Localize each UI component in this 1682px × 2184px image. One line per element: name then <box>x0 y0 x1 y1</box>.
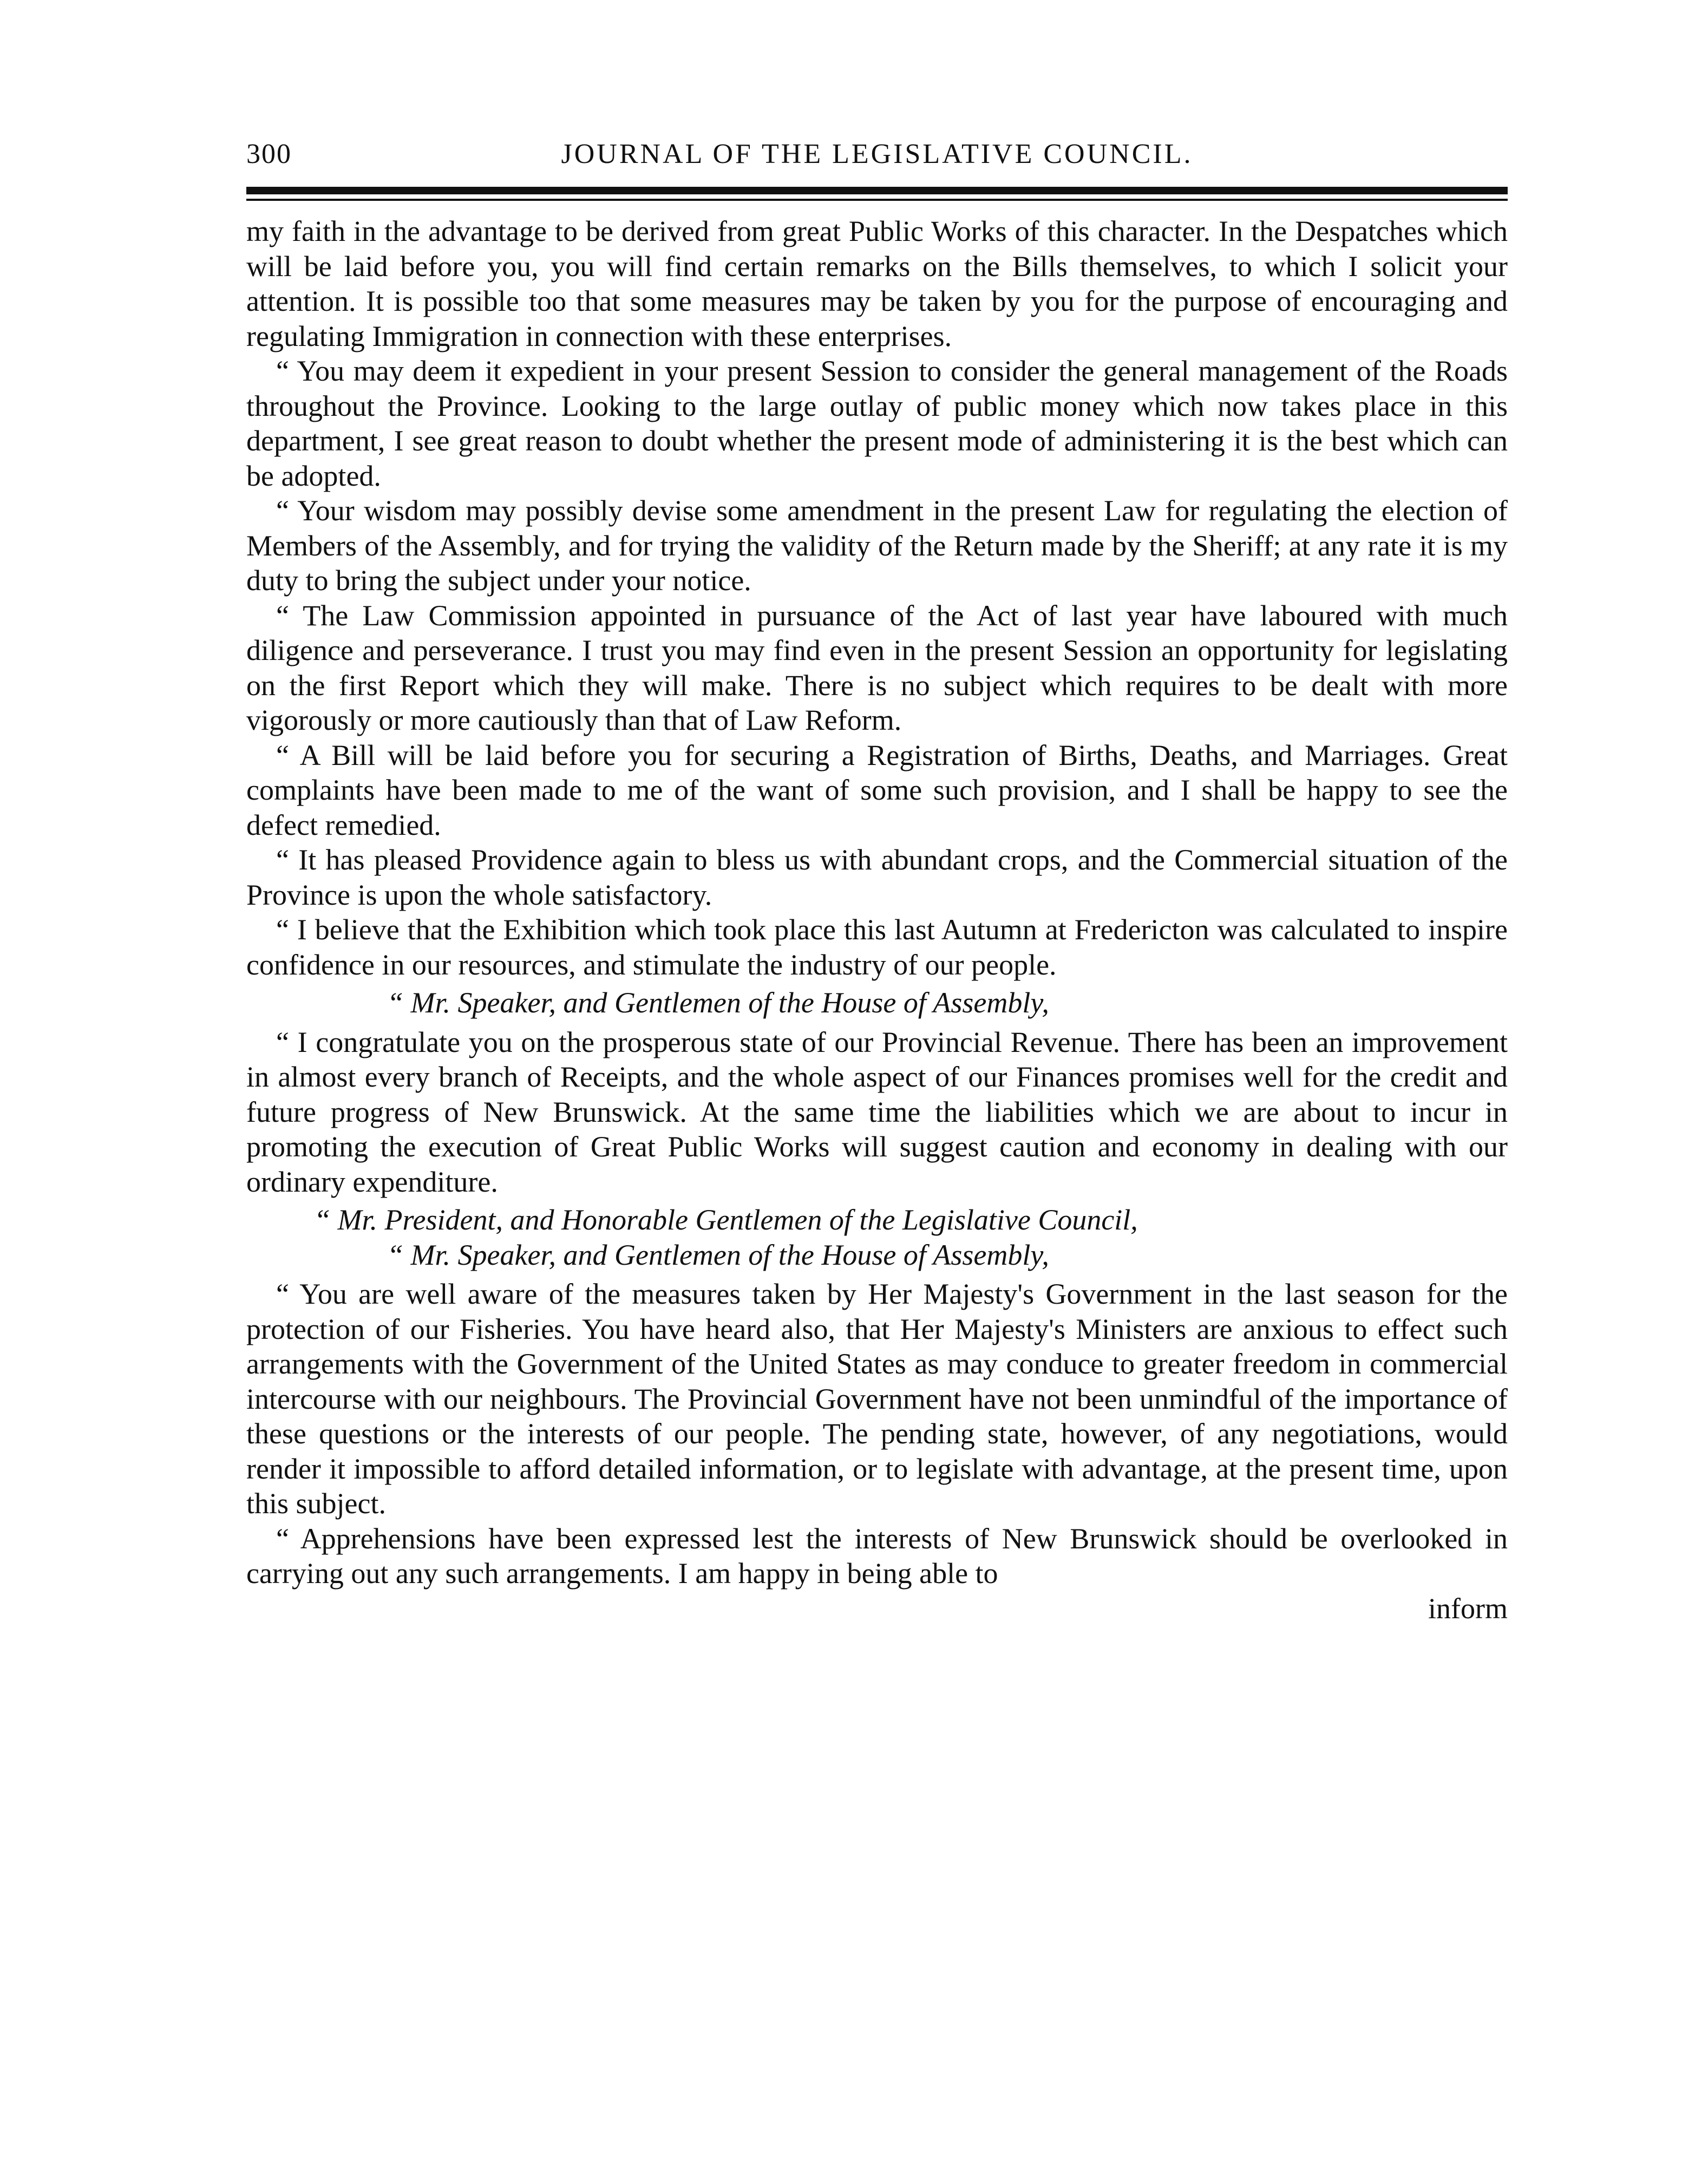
paragraph-roads: “ You may deem it expedient in your present Session to consider the general management of the Roads throughout the Province. Looking to the large outlay of public money which now takes place in this department, I see great reason to doubt whether the present mode of administering it is the best which can be adopted. <box>246 355 1508 492</box>
catchword: inform <box>1428 1592 1508 1625</box>
paragraph-apprehensions: “ Apprehensions have been expressed lest the interests of New Brunswick should be overlooked in carrying out any such arrangements. I am happy in being able to <box>246 1522 1508 1590</box>
paragraph-registration: “ A Bill will be laid before you for securing a Registration of Births, Deaths, and Marriages. Great complaints have been made to me of the want of some such provision, and I shall be happy to see the defect remedied. <box>246 738 1508 841</box>
page-body <box>246 214 1508 1626</box>
paragraph-exhibition: “ I believe that the Exhibition which took place this last Autumn at Fredericton was calculated to inspire confidence in our resources, and stimulate the industry of our people. <box>246 913 1508 981</box>
header-rule-thin <box>246 199 1508 201</box>
heading-legislative-council: “ Mr. President, and Honorable Gentlemen of the Legislative Council, <box>314 1204 1138 1236</box>
paragraph-revenue: “ I congratulate you on the prosperous state of our Provincial Revenue. There has been an improvement in almost every branch of Receipts, and the whole aspect of our Finances promises well for the credit and future progress of New Brunswick. At the same time the liabilities which we are about to incur in promoting the execution of Great Public Works will suggest caution and economy in dealing with our ordinary expenditure. <box>246 1025 1508 1198</box>
running-title: JOURNAL OF THE LEGISLATIVE COUNCIL. <box>561 139 1193 169</box>
heading-house-of-assembly-2: “ Mr. Speaker, and Gentlemen of the House of Assembly, <box>387 1238 1049 1271</box>
page-header <box>246 138 1508 187</box>
paragraph-public-works: my faith in the advantage to be derived from great Public Works of this character. In the Despatches which will be laid before you, you will find certain remarks on the Bills themselves, to which I solicit your attention. It is possible too that some measures may be taken by you for the purpose of encouraging and regulating Immigration in connection with these enterprises. <box>246 215 1508 352</box>
paragraph-law-commission: “ The Law Commission appointed in pursuance of the Act of last year have laboured with much diligence and perseverance. I trust you may find even in the present Session an opportunity for legislating on the first Report which they will make. There is no subject which requires to be dealt with more vigorously or more cautiously than that of Law Reform. <box>246 599 1508 736</box>
paragraph-crops: “ It has pleased Providence again to bless us with abundant crops, and the Commercial situation of the Province is upon the whole satisfactory. <box>246 843 1508 911</box>
header-rule-thick <box>246 187 1508 194</box>
paragraph-election-law: “ Your wisdom may possibly devise some amendment in the present Law for regulating the election of Members of the Assembly, and for trying the validity of the Return made by the Sheriff; at any rate it is my duty to bring the subject under your notice. <box>246 494 1508 597</box>
journal-page <box>246 138 1508 1626</box>
page-number: 300 <box>246 139 292 169</box>
heading-house-of-assembly: “ Mr. Speaker, and Gentlemen of the House of Assembly, <box>387 986 1049 1019</box>
paragraph-fisheries: “ You are well aware of the measures taken by Her Majesty's Government in the last season for the protection of our Fisheries. You have heard also, that Her Majesty's Ministers are anxious to effect such arrangements with the Government of the United States as may conduce to greater freedom in commercial intercourse with our neighbours. The Provincial Government have not been unmindful of the importance of these questions or the interests of our people. The pending state, however, of any negotiations, would render it impossible to afford detailed information, or to legislate with advantage, at the present time, upon this subject. <box>246 1278 1508 1520</box>
